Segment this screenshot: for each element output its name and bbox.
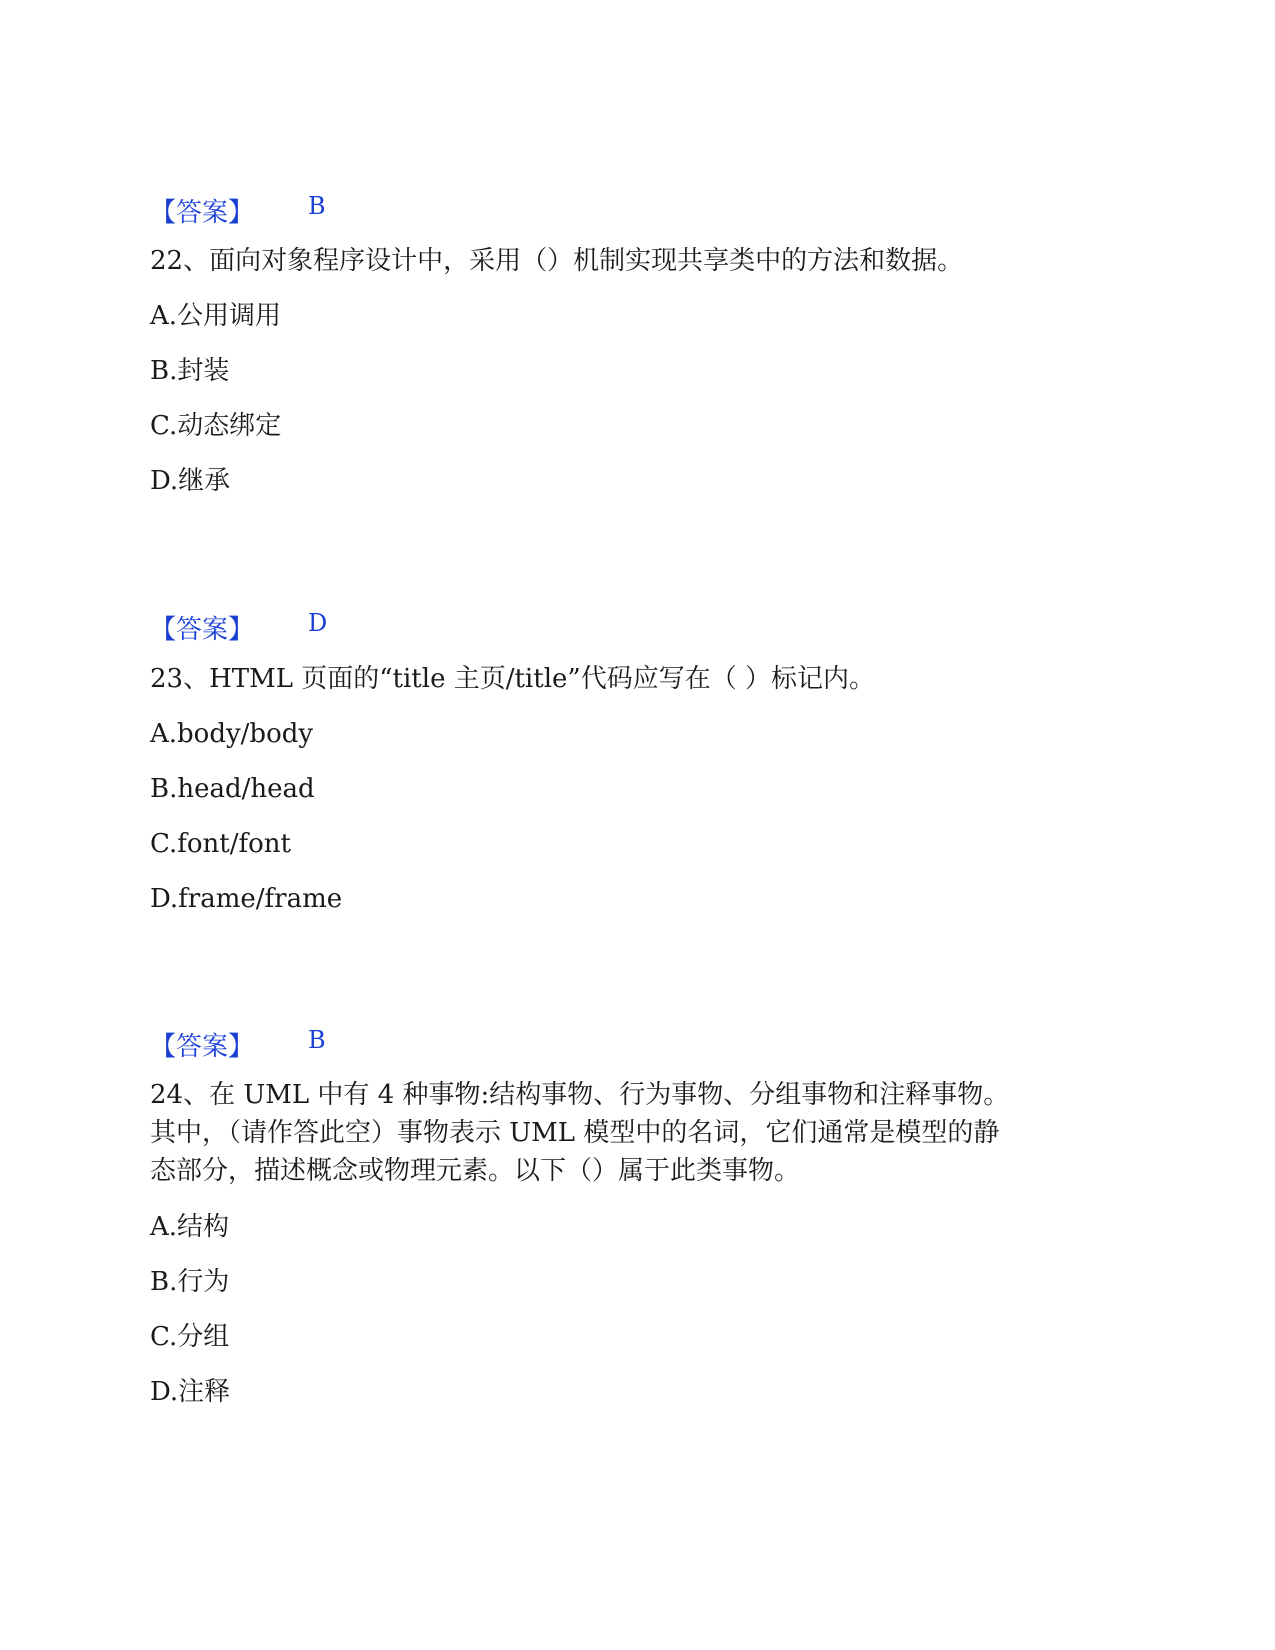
answer-label: 【答案】 — [150, 615, 255, 645]
answer-value: B — [308, 192, 326, 220]
question-text: 23、HTML 页面的“title 主页/title”代码应写在（ ）标记内。 — [150, 664, 875, 694]
answer-label: 【答案】 — [150, 198, 255, 228]
answer-row — [150, 609, 450, 645]
question-text-line: 其中，（请作答此空）事物表示 UML 模型中的名词，它们通常是模型的静 — [150, 1118, 1000, 1148]
option-d: D.继承 — [150, 466, 231, 496]
question-text-line: 24、在 UML 中有 4 种事物:结构事物、行为事物、分组事物和注释事物。 — [150, 1080, 1010, 1110]
option-c: C.分组 — [150, 1322, 230, 1352]
answer-value: D — [308, 609, 328, 637]
option-a: A.body/body — [150, 719, 314, 749]
option-a: A.结构 — [150, 1212, 230, 1242]
answer-row — [150, 1026, 450, 1062]
option-c: C.font/font — [150, 829, 291, 859]
option-d: D.frame/frame — [150, 884, 343, 914]
option-b: B.head/head — [150, 774, 315, 804]
answer-value: B — [308, 1026, 326, 1054]
option-b: B.行为 — [150, 1267, 230, 1297]
option-b: B.封装 — [150, 356, 230, 386]
option-d: D.注释 — [150, 1377, 231, 1407]
option-c: C.动态绑定 — [150, 411, 282, 441]
question-text: 22、面向对象程序设计中，采用（）机制实现共享类中的方法和数据。 — [150, 246, 964, 276]
option-a: A.公用调用 — [150, 301, 282, 331]
answer-label: 【答案】 — [150, 1032, 255, 1062]
question-text-line: 态部分，描述概念或物理元素。以下（）属于此类事物。 — [150, 1156, 801, 1186]
answer-row — [150, 192, 450, 228]
